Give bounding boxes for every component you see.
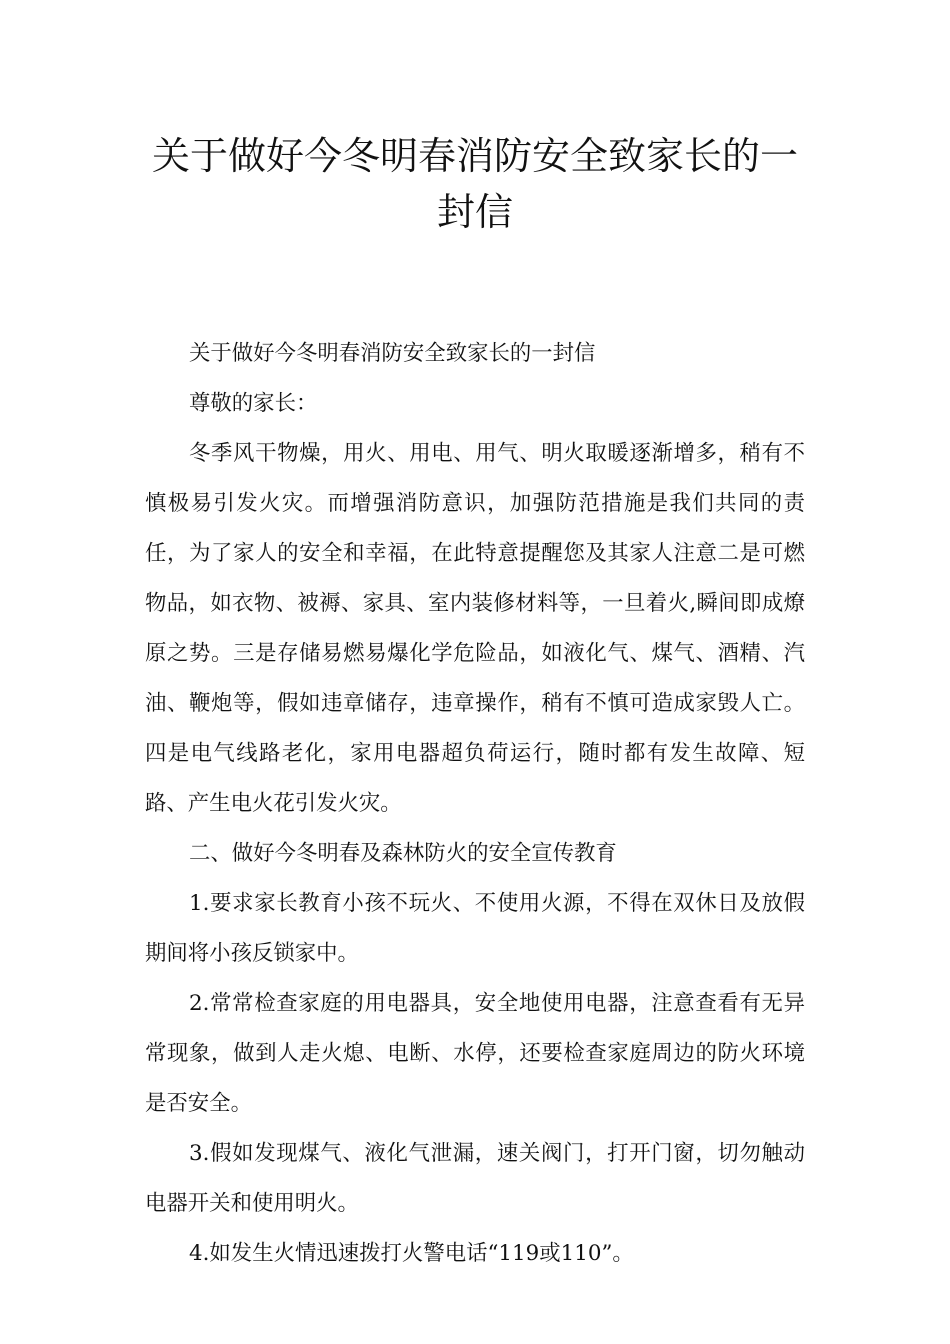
paragraph-salutation: 尊敬的家长：: [189, 391, 318, 416]
paragraph-item-3: 3.假如发现煤气、液化气泄漏，速关阀门，打开门窗，切勿触动电器开关和使用明火。: [145, 1141, 805, 1216]
document-title: 关于做好今冬明春消防安全致家长的一封信: [151, 134, 798, 234]
paragraph-item-1: 1.要求家长教育小孩不玩火、不使用火源，不得在双休日及放假期间将小孩反锁家中。: [145, 891, 805, 966]
paragraph-intro: 冬季风干物燥，用火、用电、用气、明火取暖逐渐增多，稍有不慎极易引发火灾。而增强消防意识，加强防范措施是我们共同的责任，为了家人的安全和幸福，在此特意提醒您及其家人注意二是可燃物品，如衣物、被褥、家具、室内装修材料等，一旦着火,瞬间即成燎原之势。三是存储易燃易爆化学危险品，如液化气、煤气、酒精、汽油、鞭炮等，假如违章储存，违章操作，稍有不慎可造成家毁人亡。四是电气线路老化，家用电器超负荷运行，随时都有发生故障、短路、产生电火花引发火灾。: [145, 441, 805, 816]
paragraph-item-2: 2.常常检查家庭的用电器具，安全地使用电器，注意查看有无异常现象，做到人走火熄、电断、水停，还要检查家庭周边的防火环境是否安全。: [145, 991, 805, 1116]
paragraph-subject: 关于做好今冬明春消防安全致家长的一封信: [189, 341, 596, 366]
paragraph-section-heading: 二、做好今冬明春及森林防火的安全宣传教育: [189, 841, 617, 866]
paragraph-item-4: 4.如发生火情迅速拨打火警电话“119或110”。: [189, 1241, 634, 1266]
document-body: [145, 329, 805, 1279]
